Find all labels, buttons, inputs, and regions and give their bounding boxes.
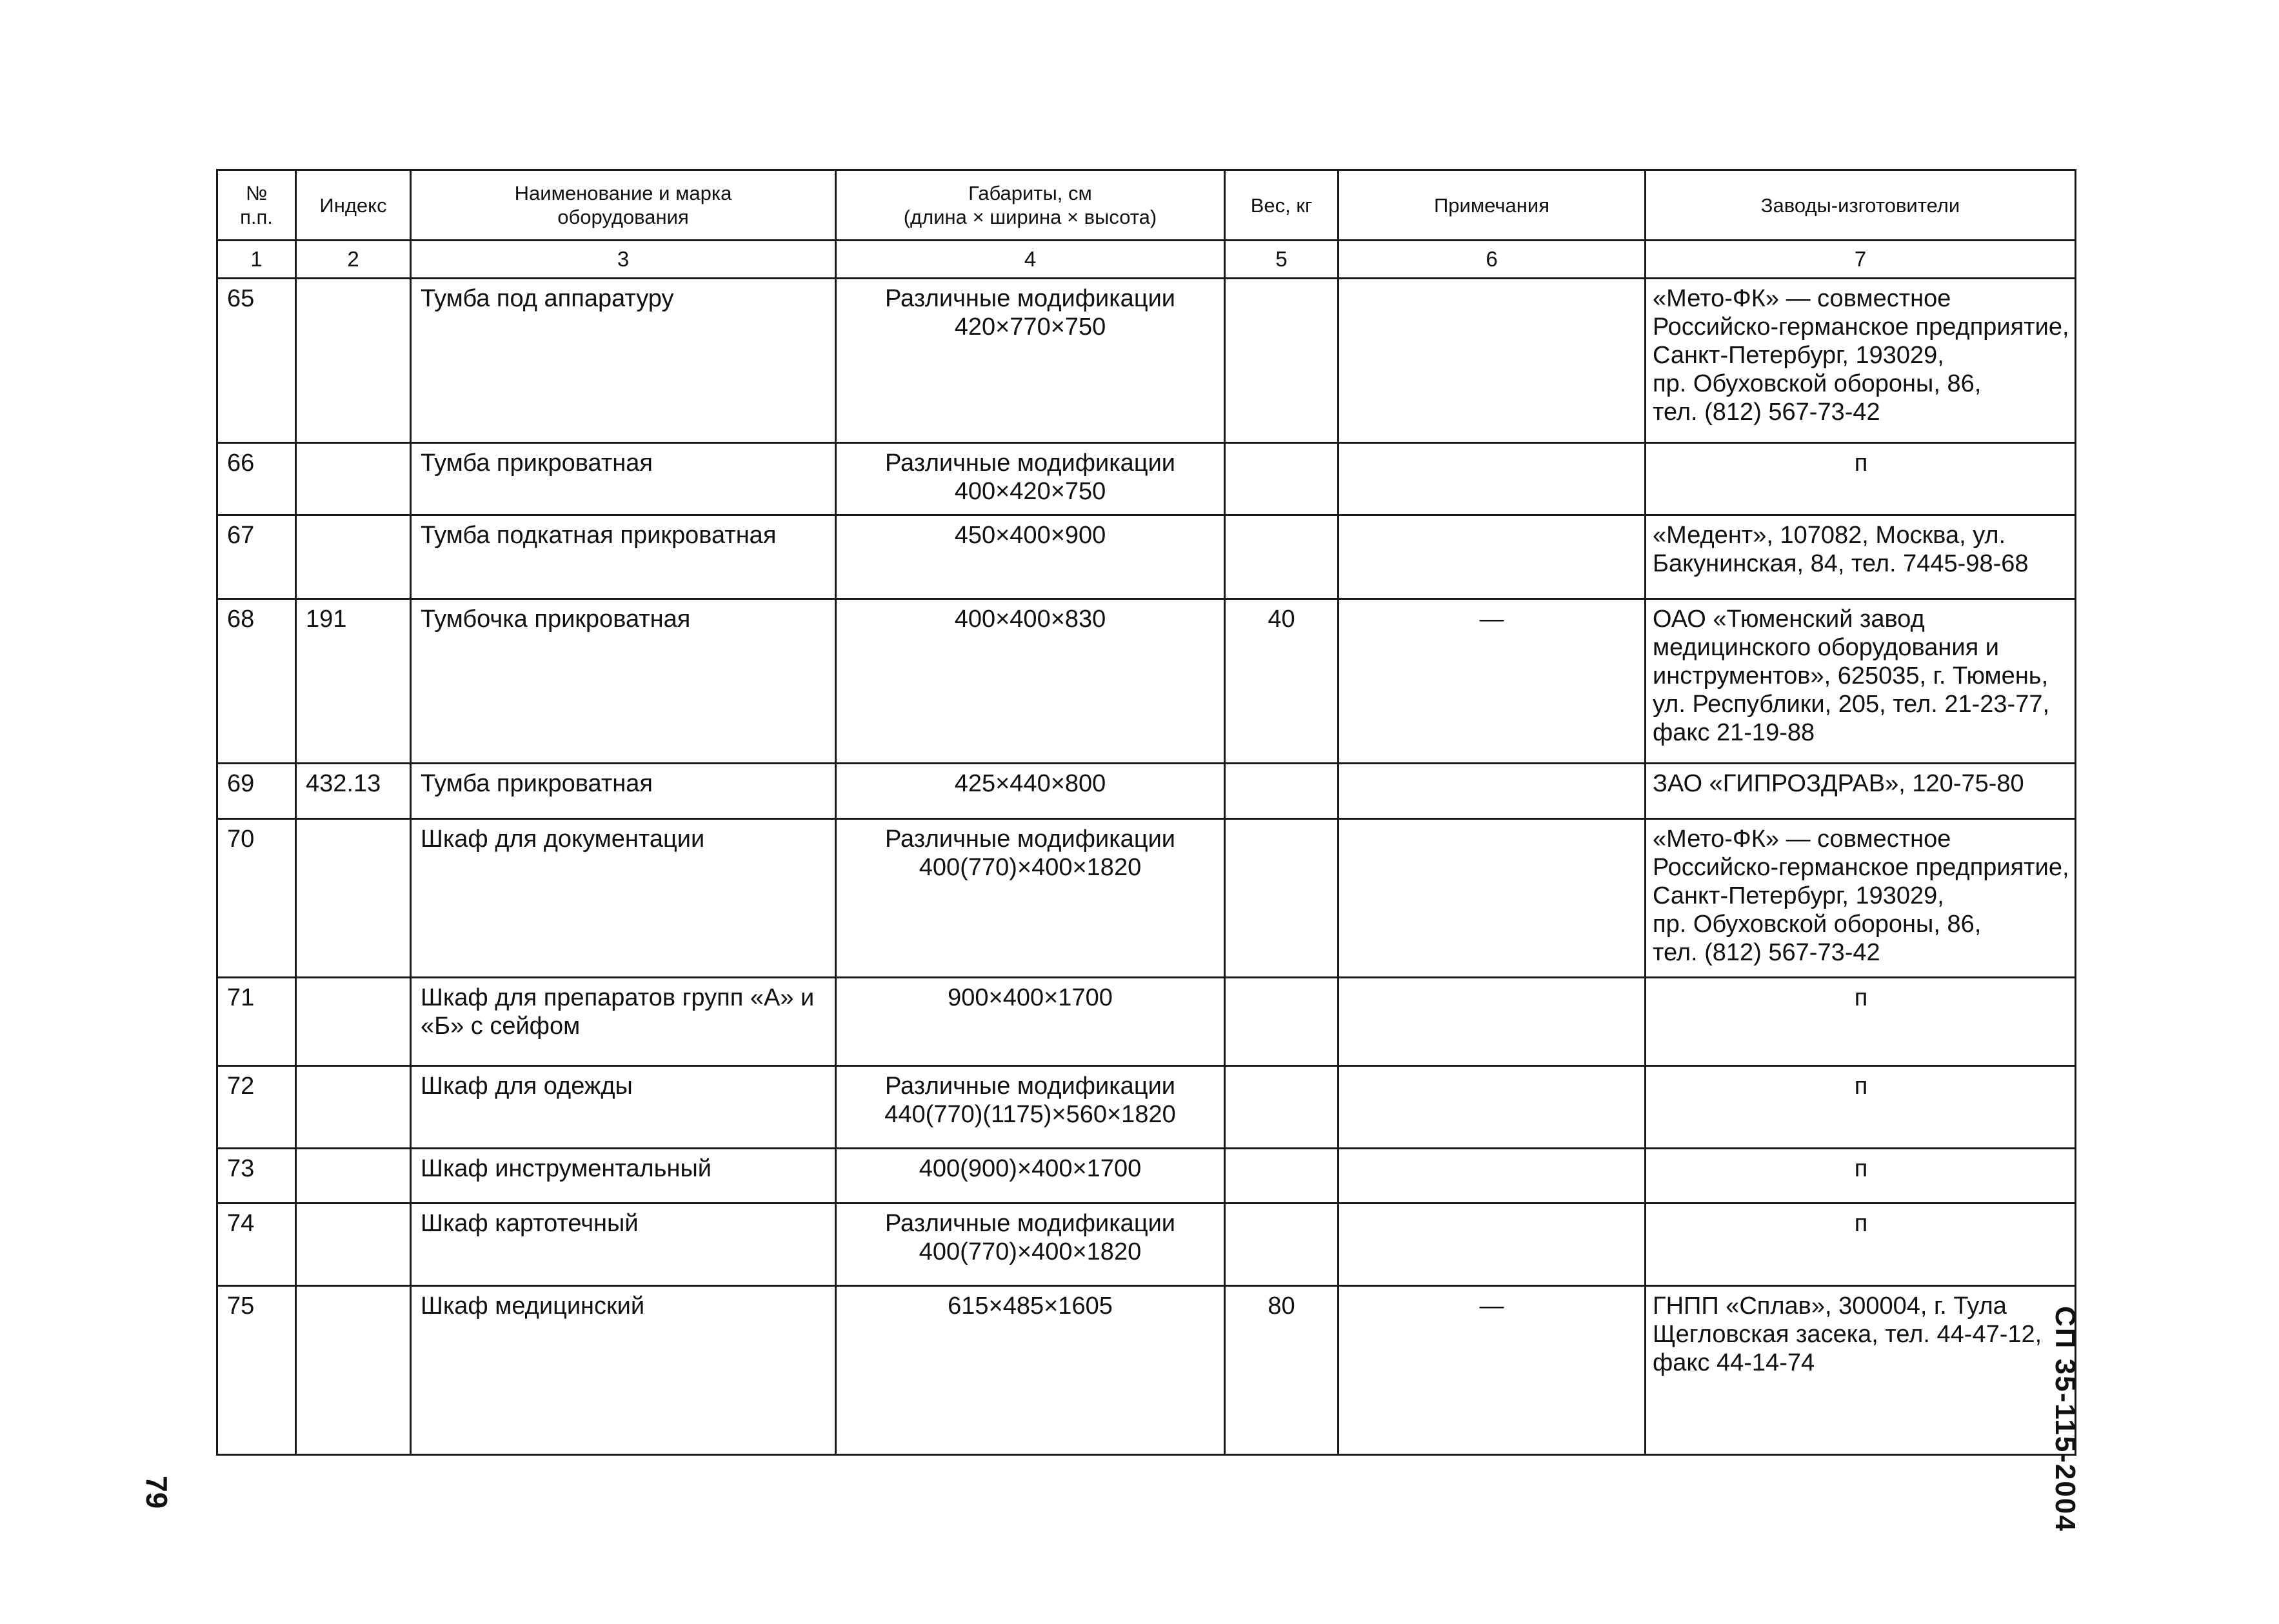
row-notes [1339, 443, 1646, 515]
table-header-row [217, 170, 2076, 241]
row-equipment-name: Шкаф инструментальный [411, 1149, 836, 1203]
header-cell: Примечания [1339, 170, 1646, 241]
row-weight [1225, 515, 1339, 599]
row-weight [1225, 443, 1339, 515]
row-notes [1339, 515, 1646, 599]
row-weight [1225, 1203, 1339, 1286]
row-number: 65 [217, 279, 296, 443]
row-weight: 80 [1225, 1286, 1339, 1455]
row-index [296, 443, 411, 515]
column-number: 6 [1339, 241, 1646, 279]
row-number: 69 [217, 764, 296, 819]
column-number: 2 [296, 241, 411, 279]
row-manufacturer: «Медент», 107082, Москва, ул. Бакунинская, 84, тел. 7445-98-68 [1646, 515, 2076, 599]
header-cell: Наименование и марка оборудования [411, 170, 836, 241]
row-notes [1339, 279, 1646, 443]
row-dimensions: 900×400×1700 [836, 978, 1225, 1066]
row-equipment-name: Тумба прикроватная [411, 764, 836, 819]
row-weight [1225, 764, 1339, 819]
row-index [296, 279, 411, 443]
row-dimensions: Различные модификации 400(770)×400×1820 [836, 1203, 1225, 1286]
column-number: 1 [217, 241, 296, 279]
row-weight [1225, 1066, 1339, 1149]
table-row [217, 1066, 2076, 1149]
row-index [296, 1149, 411, 1203]
column-number-row [217, 241, 2076, 279]
row-dimensions: Различные модификации 400(770)×400×1820 [836, 819, 1225, 978]
header-cell: Габариты, см (длина × ширина × высота) [836, 170, 1225, 241]
row-index: 191 [296, 599, 411, 764]
row-notes: — [1339, 1286, 1646, 1455]
row-manufacturer: «Мето-ФК» — совместное Российско-германское предприятие, Санкт-Петербург, 193029, пр. Обуховской обороны, 86, тел. (812) 567-73-42 [1646, 279, 2076, 443]
row-number: 67 [217, 515, 296, 599]
row-weight [1225, 279, 1339, 443]
row-equipment-name: Тумба под аппаратуру [411, 279, 836, 443]
table-row [217, 515, 2076, 599]
row-dimensions: Различные модификации 400×420×750 [836, 443, 1225, 515]
row-equipment-name: Шкаф для одежды [411, 1066, 836, 1149]
document-code: СП 35-115-2004 [2049, 1306, 2081, 1532]
row-number: 68 [217, 599, 296, 764]
header-cell: Заводы-изготовители [1646, 170, 2076, 241]
row-index [296, 1203, 411, 1286]
equipment-table [216, 169, 2076, 1456]
table-row [217, 279, 2076, 443]
table-row [217, 599, 2076, 764]
row-dimensions: 615×485×1605 [836, 1286, 1225, 1455]
row-equipment-name: Шкаф для документации [411, 819, 836, 978]
row-index [296, 515, 411, 599]
row-manufacturer-ditto: п [1646, 978, 2076, 1066]
row-number: 70 [217, 819, 296, 978]
row-manufacturer: ОАО «Тюменский завод медицинского оборудования и инструментов», 625035, г. Тюмень, ул. Республики, 205, тел. 21-23-77, факс 21-19-88 [1646, 599, 2076, 764]
row-number: 66 [217, 443, 296, 515]
row-weight: 40 [1225, 599, 1339, 764]
row-equipment-name: Тумба подкатная прикроватная [411, 515, 836, 599]
row-equipment-name: Тумбочка прикроватная [411, 599, 836, 764]
row-manufacturer-ditto: п [1646, 1149, 2076, 1203]
header-cell: Вес, кг [1225, 170, 1339, 241]
row-number: 74 [217, 1203, 296, 1286]
row-weight [1225, 1149, 1339, 1203]
row-dimensions: Различные модификации 440(770)(1175)×560×1820 [836, 1066, 1225, 1149]
row-notes [1339, 764, 1646, 819]
row-notes [1339, 1066, 1646, 1149]
table-row [217, 764, 2076, 819]
row-manufacturer: «Мето-ФК» — совместное Российско-германское предприятие, Санкт-Петербург, 193029, пр. Обуховской обороны, 86, тел. (812) 567-73-42 [1646, 819, 2076, 978]
column-number: 4 [836, 241, 1225, 279]
row-notes [1339, 1203, 1646, 1286]
row-number: 73 [217, 1149, 296, 1203]
row-index: 432.13 [296, 764, 411, 819]
row-index [296, 1066, 411, 1149]
table-row [217, 1149, 2076, 1203]
row-dimensions: 450×400×900 [836, 515, 1225, 599]
row-manufacturer: ГНПП «Сплав», 300004, г. Тула Щегловская засека, тел. 44-47-12, факс 44-14-74 [1646, 1286, 2076, 1455]
page-number: 79 [140, 1476, 174, 1509]
row-number: 71 [217, 978, 296, 1066]
column-number: 7 [1646, 241, 2076, 279]
header-cell: № п.п. [217, 170, 296, 241]
row-manufacturer-ditto: п [1646, 1203, 2076, 1286]
row-manufacturer-ditto: п [1646, 443, 2076, 515]
row-index [296, 1286, 411, 1455]
row-equipment-name: Тумба прикроватная [411, 443, 836, 515]
row-weight [1225, 978, 1339, 1066]
row-dimensions: 400×400×830 [836, 599, 1225, 764]
column-number: 3 [411, 241, 836, 279]
row-equipment-name: Шкаф медицинский [411, 1286, 836, 1455]
row-index [296, 978, 411, 1066]
row-notes [1339, 819, 1646, 978]
table-row [217, 443, 2076, 515]
row-equipment-name: Шкаф для препаратов групп «А» и «Б» с сейфом [411, 978, 836, 1066]
table-row [217, 978, 2076, 1066]
table-row [217, 819, 2076, 978]
row-equipment-name: Шкаф картотечный [411, 1203, 836, 1286]
row-dimensions: Различные модификации 420×770×750 [836, 279, 1225, 443]
table-row [217, 1203, 2076, 1286]
row-number: 72 [217, 1066, 296, 1149]
row-manufacturer-ditto: п [1646, 1066, 2076, 1149]
table-row [217, 1286, 2076, 1455]
row-dimensions: 425×440×800 [836, 764, 1225, 819]
row-index [296, 819, 411, 978]
row-notes: — [1339, 599, 1646, 764]
row-manufacturer: ЗАО «ГИПРОЗДРАВ», 120-75-80 [1646, 764, 2076, 819]
row-number: 75 [217, 1286, 296, 1455]
row-weight [1225, 819, 1339, 978]
row-notes [1339, 978, 1646, 1066]
row-notes [1339, 1149, 1646, 1203]
header-cell: Индекс [296, 170, 411, 241]
row-dimensions: 400(900)×400×1700 [836, 1149, 1225, 1203]
column-number: 5 [1225, 241, 1339, 279]
